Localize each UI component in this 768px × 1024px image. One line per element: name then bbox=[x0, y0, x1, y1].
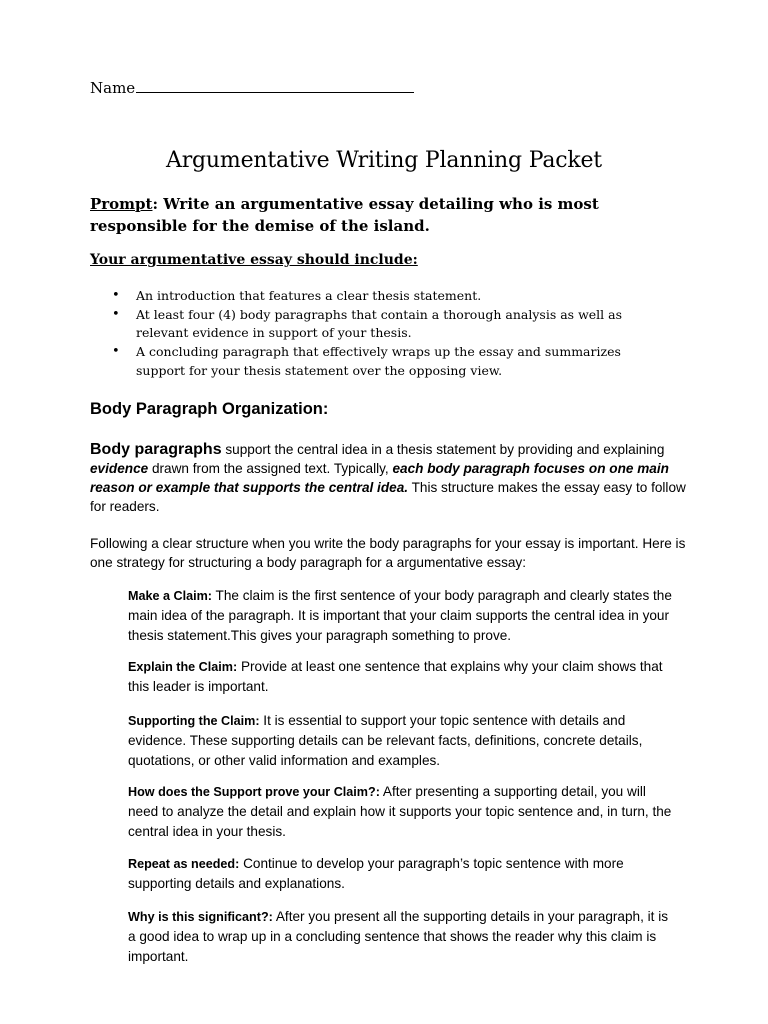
name-field bbox=[90, 78, 414, 97]
step-text: Provide at least one sentence that explains why your claim shows that this leader is important. bbox=[128, 659, 663, 695]
list-item: • A concluding paragraph that effectively wraps up the essay and summarizes support for your thesis statement over the opposing view. bbox=[112, 343, 672, 380]
requirements-list bbox=[112, 287, 672, 381]
step-text: Continue to develop your paragraph’s topic sentence with more supporting details and explanations. bbox=[128, 856, 624, 892]
intro-text-3: This structure makes the essay easy to follow for readers. bbox=[90, 480, 686, 514]
list-item: • At least four (4) body paragraphs that contain a thorough analysis as well as relevant evidence in support of your thesis. bbox=[112, 306, 672, 343]
list-item: • An introduction that features a clear thesis statement. bbox=[112, 287, 672, 306]
prompt-label: Prompt bbox=[90, 195, 153, 213]
step-text: After presenting a supporting detail, you will need to analyze the detail and explain how it supports your topic sentence and, in turn, the central idea in your thesis. bbox=[128, 784, 672, 839]
intro-text-1: support the central idea in a thesis statement by providing and explaining bbox=[221, 442, 665, 457]
intro-lead: Body paragraphs bbox=[90, 441, 222, 458]
prompt-text: Write an argumentative essay detailing who is most responsible for the demise of the island. bbox=[90, 195, 599, 235]
step-label: Supporting the Claim: bbox=[128, 714, 260, 728]
intro-paragraph bbox=[90, 440, 690, 516]
section-heading: Body Paragraph Organization: bbox=[90, 400, 329, 418]
name-label: Name bbox=[90, 79, 136, 97]
intro-text-2: drawn from the assigned text. Typically, bbox=[148, 461, 393, 476]
prompt-separator: : bbox=[152, 195, 159, 213]
step-label: Repeat as needed: bbox=[128, 857, 240, 871]
step-text: The claim is the first sentence of your body paragraph and clearly states the main idea of the paragraph. It is important that your claim supports the central idea in your thesis statement.This gives your paragraph something to prove. bbox=[128, 588, 672, 643]
page-title: Argumentative Writing Planning Packet bbox=[166, 148, 602, 173]
prompt-paragraph bbox=[90, 193, 680, 237]
step-make-claim bbox=[128, 586, 676, 645]
step-label: Why is this significant?: bbox=[128, 910, 273, 924]
step-repeat bbox=[128, 854, 676, 894]
intro-emphasis-2: each body paragraph focuses on one main reason or example that supports the central idea. bbox=[90, 461, 669, 495]
step-label: Explain the Claim: bbox=[128, 660, 238, 674]
structure-paragraph: Following a clear structure when you write the body paragraphs for your essay is important. Here is one strategy for structuring a body paragraph for a argumentative essay: bbox=[90, 536, 686, 570]
include-heading: Your argumentative essay should include: bbox=[90, 252, 418, 268]
step-supporting-claim bbox=[128, 711, 676, 770]
step-label: How does the Support prove your Claim?: bbox=[128, 785, 380, 799]
intro-emphasis-1: evidence bbox=[90, 461, 149, 476]
step-text: After you present all the supporting details in your paragraph, it is a good idea to wrap up in a concluding sentence that shows the reader why this claim is important. bbox=[128, 909, 669, 964]
step-text: It is essential to support your topic sentence with details and evidence. These supporting details can be relevant facts, definitions, concrete details, quotations, or other valid information and examples. bbox=[128, 713, 643, 768]
step-label: Make a Claim: bbox=[128, 589, 212, 603]
step-significance bbox=[128, 907, 676, 966]
step-support-proves-claim bbox=[128, 782, 676, 841]
step-explain-claim bbox=[128, 657, 676, 697]
name-blank-line bbox=[136, 78, 414, 93]
